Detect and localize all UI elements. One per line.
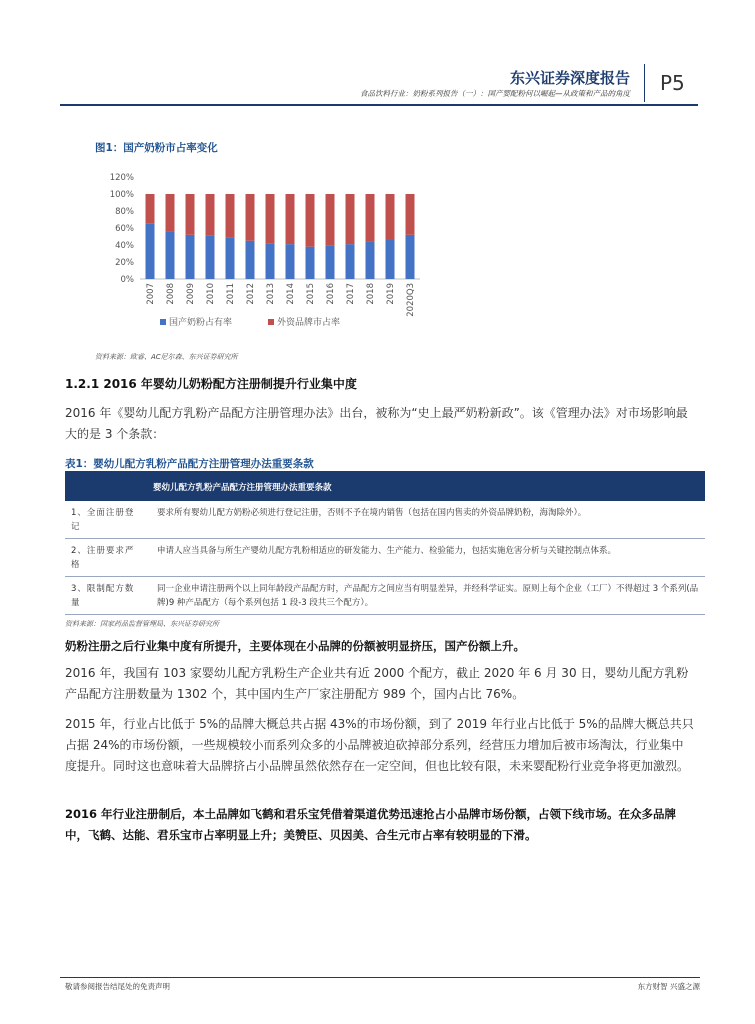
x-tick-label: 2015 bbox=[306, 283, 316, 305]
x-tick-label: 2018 bbox=[366, 283, 376, 305]
x-tick-label: 2008 bbox=[166, 283, 176, 305]
bar-foreign bbox=[386, 194, 395, 239]
legend-label-domestic: 国产奶粉占有率 bbox=[169, 318, 233, 328]
bar-domestic bbox=[166, 231, 175, 279]
x-tick-label: 2012 bbox=[246, 283, 256, 305]
bar-foreign bbox=[346, 194, 355, 244]
bar-foreign bbox=[366, 194, 375, 242]
market-share-chart bbox=[90, 165, 430, 340]
header-separator bbox=[644, 64, 645, 102]
table-cell-desc: 同一企业申请注册两个以上同年龄段产品配方时，产品配方之间应当有明显差异，并经科学证实。原则上每个企业（工厂）不得超过 3 个系列(品牌)9 种产品配方（每个系列包括 1 段-3 段共三个配方）。 bbox=[145, 577, 705, 615]
y-tick-label: 100% bbox=[109, 190, 134, 200]
table-row bbox=[65, 539, 705, 577]
bar-foreign bbox=[246, 194, 255, 241]
legend-swatch-domestic bbox=[160, 319, 166, 325]
regulation-table bbox=[65, 473, 705, 615]
table-cell-item: 3、限制配方数量 bbox=[65, 577, 145, 615]
x-tick-label: 2011 bbox=[226, 283, 236, 305]
y-tick-label: 20% bbox=[115, 258, 134, 268]
bar-domestic bbox=[226, 237, 235, 279]
bar-domestic bbox=[346, 244, 355, 279]
x-tick-label: 2010 bbox=[206, 283, 216, 305]
y-tick-label: 120% bbox=[109, 173, 134, 183]
table-cell-desc: 申请人应当具备与所生产婴幼儿配方乳粉相适应的研发能力、生产能力、检验能力，包括实施危害分析与关键控制点体系。 bbox=[145, 539, 705, 577]
bar-foreign bbox=[406, 194, 415, 235]
footer-rule bbox=[60, 977, 700, 978]
bar-foreign bbox=[326, 194, 335, 246]
bold-summary-2: 2016 年行业注册制后，本土品牌如飞鹤和君乐宝凭借着渠道优势迅速抢占小品牌市场份额，占领下线市场。在众多品牌中，飞鹤、达能、君乐宝市占率明显上升；美赞臣、贝因美、合生元市占率有较明显的下滑。 bbox=[65, 807, 677, 842]
bar-domestic bbox=[286, 244, 295, 279]
bar-foreign bbox=[146, 194, 155, 224]
table-cell-item: 2、注册要求严格 bbox=[65, 539, 145, 577]
x-tick-label: 2009 bbox=[186, 283, 196, 305]
bar-foreign bbox=[286, 194, 295, 244]
bar-foreign bbox=[206, 194, 215, 236]
header-rule bbox=[60, 104, 698, 106]
y-tick-label: 40% bbox=[115, 241, 134, 251]
y-tick-label: 60% bbox=[115, 224, 134, 234]
legend-swatch-foreign bbox=[268, 319, 274, 325]
table-row bbox=[65, 577, 705, 615]
bar-domestic bbox=[206, 236, 215, 279]
section-heading: 1.2.1 2016 年婴幼儿奶粉配方注册制提升行业集中度 bbox=[65, 377, 357, 391]
bar-domestic bbox=[306, 247, 315, 279]
bar-domestic bbox=[146, 224, 155, 279]
bar-foreign bbox=[166, 194, 175, 231]
y-tick-label: 80% bbox=[115, 207, 134, 217]
bar-domestic bbox=[366, 242, 375, 279]
x-tick-label: 2019 bbox=[386, 283, 396, 305]
bar-domestic bbox=[386, 239, 395, 279]
paragraph-registration: 2016 年，我国有 103 家婴幼儿配方乳粉生产企业共有近 2000 个配方，截止 2020 年 6 月 30 日，婴幼儿配方乳粉产品配方注册数量为 1302 个，其中国内生产厂家注册配方 989 个，国内占比 76%。 bbox=[65, 666, 689, 701]
y-tick-label: 0% bbox=[120, 275, 134, 285]
x-tick-label: 2020Q3 bbox=[406, 283, 416, 317]
report-title: 东兴证券深度报告 bbox=[509, 69, 630, 87]
x-tick-label: 2007 bbox=[146, 283, 156, 305]
page-number: P5 bbox=[660, 71, 685, 95]
bar-domestic bbox=[326, 246, 335, 279]
legend-label-foreign: 外资品牌市占率 bbox=[277, 318, 341, 328]
bar-foreign bbox=[266, 194, 275, 243]
bold-summary-1: 奶粉注册之后行业集中度有所提升，主要体现在小品牌的份额被明显挤压，国产份额上升。 bbox=[65, 639, 525, 653]
bar-foreign bbox=[226, 194, 235, 237]
figure-source: 资料来源：欧睿、AC尼尔森、东兴证券研究所 bbox=[95, 353, 238, 361]
table-cell-item: 1、全面注册登记 bbox=[65, 501, 145, 539]
footer-slogan: 东方财智 兴盛之源 bbox=[637, 982, 700, 991]
footer-disclaimer: 敬请参阅报告结尾处的免责声明 bbox=[65, 982, 170, 991]
report-subtitle: 食品饮料行业：奶粉系列报告（一）：国产婴配粉何以崛起—从政策和产品的角度 bbox=[360, 89, 630, 98]
x-tick-label: 2017 bbox=[346, 283, 356, 305]
table-source: 资料来源：国家药品监督管理局、东兴证券研究所 bbox=[65, 620, 219, 628]
x-tick-label: 2016 bbox=[326, 283, 336, 305]
bar-foreign bbox=[306, 194, 315, 247]
bar-foreign bbox=[186, 194, 195, 235]
bar-domestic bbox=[186, 235, 195, 279]
paragraph-concentration: 2015 年，行业占比低于 5%的品牌大概总共占据 43%的市场份额，到了 2019 年行业占比低于 5%的品牌大概总共只占据 24%的市场份额，一些规模较小而系列众多的小品牌被迫砍掉部分系列，经营压力增加后被市场淘汰，行业集中度提升。同时这也意味着大品牌挤占小品牌虽然依然存在一定空间，但也比较有限，未来婴配粉行业竞争将更加激烈。 bbox=[65, 717, 694, 773]
figure-title: 图1：国产奶粉市占率变化 bbox=[95, 142, 218, 154]
table-row bbox=[65, 501, 705, 539]
table-title: 表1：婴幼儿配方乳粉产品配方注册管理办法重要条款 bbox=[65, 458, 314, 470]
x-tick-label: 2013 bbox=[266, 283, 276, 305]
x-tick-label: 2014 bbox=[286, 283, 296, 305]
intro-paragraph: 2016 年《婴幼儿配方乳粉产品配方注册管理办法》出台，被称为“史上最严奶粉新政”。该《管理办法》对市场影响最大的是 3 个条款： bbox=[65, 406, 688, 441]
bar-domestic bbox=[266, 243, 275, 279]
bar-domestic bbox=[406, 235, 415, 279]
table-header: 婴幼儿配方乳粉产品配方注册管理办法重要条款 bbox=[65, 473, 705, 501]
table-cell-desc: 要求所有婴幼儿配方奶粉必须进行登记注册，否则不予在境内销售（包括在国内售卖的外资品牌奶粉，海淘除外）。 bbox=[145, 501, 705, 539]
bar-domestic bbox=[246, 241, 255, 279]
